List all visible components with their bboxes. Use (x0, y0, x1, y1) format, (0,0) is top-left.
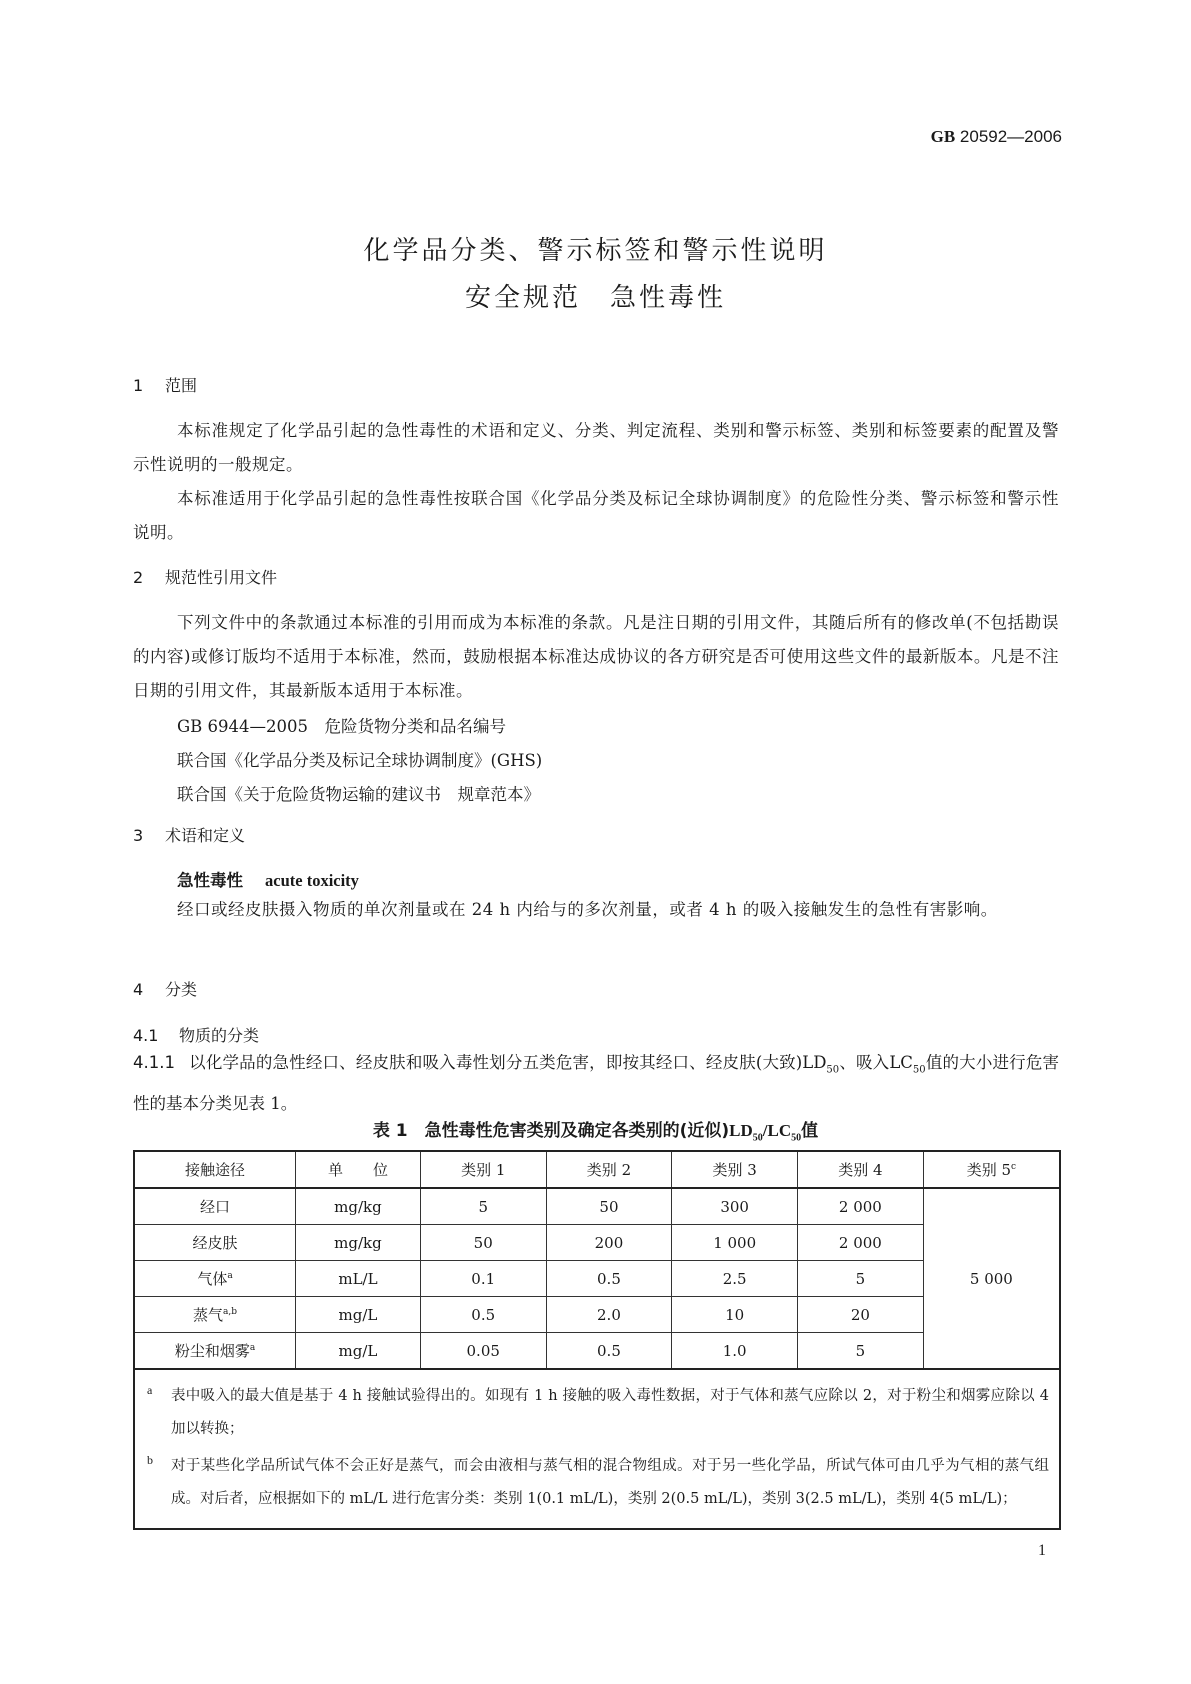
value-cell: 0.5 (420, 1297, 546, 1333)
clause-text-a: 以化学品的急性经口、经皮肤和吸入毒性划分五类危害，即按其经口、经皮肤(大致)LD (188, 1053, 827, 1072)
table-row (134, 1297, 1060, 1333)
note-text: 表中吸入的最大值是基于 4 h 接触试验得出的。如现有 1 h 接触的吸入毒性数据，对于气体和蒸气应除以 2，对于粉尘和烟雾应除以 4 加以转换； (171, 1388, 1049, 1437)
value-cell: 0.1 (420, 1261, 546, 1297)
value-cell: 0.05 (420, 1333, 546, 1370)
caption-lc: /LC (762, 1121, 792, 1140)
value-cell: 5 (420, 1188, 546, 1225)
value-cell: 5 (798, 1261, 924, 1297)
value-cell: 0.5 (546, 1333, 672, 1370)
section-3-heading (133, 823, 245, 846)
table-header-row (134, 1151, 1060, 1188)
category-5-value-cell: 5 000 (923, 1188, 1060, 1369)
subscript: 50 (912, 1064, 926, 1076)
route-cell (134, 1261, 296, 1297)
value-cell: 1 000 (672, 1225, 798, 1261)
value-cell: 200 (546, 1225, 672, 1261)
route: 气体 (197, 1270, 228, 1288)
section-number: 4 (133, 980, 144, 999)
column-header: 类别 1 (420, 1151, 546, 1188)
normative-reference-3: 联合国《关于危险货物运输的建议书 规章范本》 (177, 785, 540, 804)
value-cell: 2.5 (672, 1261, 798, 1297)
route-cell (134, 1225, 296, 1261)
column-header: 接触途径 (134, 1151, 296, 1188)
footnote-marker: a (249, 1343, 256, 1353)
route-cell (134, 1297, 296, 1333)
caption-text: 表 1 急性毒性危害类别及确定各类别的(近似) (372, 1121, 730, 1141)
table-row (134, 1188, 1060, 1225)
route: 蒸气 (193, 1306, 224, 1324)
route-cell (134, 1333, 296, 1370)
acute-toxicity-table (133, 1150, 1061, 1530)
clause-text-c: 值的大小进行危害性的基本分类见表 1。 (133, 1053, 1059, 1114)
table-notes-cell (134, 1369, 1060, 1529)
value-cell: 1.0 (672, 1333, 798, 1370)
clause-4-1-1 (133, 1046, 1059, 1121)
standard-code: 20592—2006 (959, 127, 1062, 146)
header-text: 类别 5 (966, 1161, 1011, 1179)
subsection-4-1-heading (133, 1023, 259, 1046)
value-cell: 20 (798, 1297, 924, 1333)
value-cell: 2.0 (546, 1297, 672, 1333)
unit-cell: mg/L (296, 1297, 421, 1333)
section-title: 规范性引用文件 (165, 568, 278, 587)
section-1-para-1: 本标准规定了化学品引起的急性毒性的术语和定义、分类、判定流程、类别和警示标签、类别和标签要素的配置及警示性说明的一般规定。 (133, 421, 1059, 474)
standard-prefix: GB (930, 127, 956, 146)
route: 粉尘和烟雾 (174, 1342, 250, 1360)
value-cell: 50 (420, 1225, 546, 1261)
standard-number (931, 127, 1062, 147)
section-2-heading (133, 565, 277, 588)
document-title-line2: 安全规范 急性毒性 (464, 283, 726, 313)
term-chinese: 急性毒性 (177, 871, 243, 890)
value-cell: 2 000 (798, 1225, 924, 1261)
footnote-marker: c (1011, 1162, 1017, 1172)
subsection-title: 物质的分类 (179, 1026, 260, 1045)
clause-text-b: 、吸入LC (839, 1053, 913, 1072)
unit-cell: mg/kg (296, 1188, 421, 1225)
caption-ld: LD (729, 1121, 753, 1140)
section-1-para-2: 本标准适用于化学品引起的急性毒性按联合国《化学品分类及标记全球协调制度》的危险性分类、警示标签和警示性说明。 (133, 489, 1059, 542)
section-title: 分类 (165, 980, 198, 999)
section-2-para-1: 下列文件中的条款通过本标准的引用而成为本标准的条款。凡是注日期的引用文件，其随后所有的修改单(不包括勘误的内容)或修订版均不适用于本标准，然而，鼓励根据本标准达成协议的各方研究是否可使用这些文件的最新版本。凡是不注日期的引用文件，其最新版本适用于本标准。 (133, 613, 1059, 700)
subscript: 50 (791, 1132, 802, 1144)
column-header (923, 1151, 1060, 1188)
footnote-marker: a,b (223, 1307, 238, 1317)
value-cell: 0.5 (546, 1261, 672, 1297)
table-row (134, 1225, 1060, 1261)
value-cell: 300 (672, 1188, 798, 1225)
subscript: 50 (752, 1132, 763, 1144)
footnote-marker: a (227, 1271, 233, 1281)
subsection-number: 4.1 (133, 1026, 159, 1045)
column-header: 类别 2 (546, 1151, 672, 1188)
page-number: 1 (1038, 1542, 1046, 1559)
section-title: 范围 (165, 376, 198, 395)
column-header: 类别 3 (672, 1151, 798, 1188)
note-text: 对于某些化学品所试气体不会正好是蒸气，而会由液相与蒸气相的混合物组成。对于另一些化学品，所试气体可由几乎为气相的蒸气组成。对后者，应根据如下的 mL/L 进行危害分类：类别 1(0.1 mL/L)，类别 2(0.5 mL/L)，类别 3(2.5 mL/L)，类别 4(5 mL/L)； (171, 1458, 1049, 1507)
value-cell: 10 (672, 1297, 798, 1333)
route-cell (134, 1188, 296, 1225)
term-english: acute toxicity (265, 871, 359, 890)
table-row (134, 1333, 1060, 1370)
column-header: 类别 4 (798, 1151, 924, 1188)
column-header: 单 位 (296, 1151, 421, 1188)
term-definition: 经口或经皮肤摄入物质的单次剂量或在 24 h 内给与的多次剂量，或者 4 h 的吸入接触发生的急性有害影响。 (177, 900, 998, 919)
value-cell: 5 (798, 1333, 924, 1370)
table-notes-row (134, 1369, 1060, 1529)
value-cell: 50 (546, 1188, 672, 1225)
clause-number: 4.1.1 (133, 1053, 175, 1072)
section-number: 3 (133, 826, 144, 845)
route: 经皮肤 (192, 1234, 238, 1252)
section-number: 2 (133, 568, 144, 587)
unit-cell: mg/L (296, 1333, 421, 1370)
section-4-heading (133, 977, 197, 1000)
unit-cell: mg/kg (296, 1225, 421, 1261)
table-row (134, 1261, 1060, 1297)
term-entry (177, 867, 359, 891)
normative-reference-1: GB 6944—2005 危险货物分类和品名编号 (177, 717, 507, 736)
table-note-b (147, 1450, 1049, 1516)
unit-cell: mL/L (296, 1261, 421, 1297)
section-title: 术语和定义 (165, 826, 246, 845)
note-marker: b (147, 1453, 153, 1467)
route: 经口 (200, 1198, 231, 1216)
caption-tail: 值 (801, 1121, 819, 1141)
section-1-heading (133, 373, 197, 396)
table-1-caption (0, 1116, 1191, 1143)
normative-reference-2: 联合国《化学品分类及标记全球协调制度》(GHS) (177, 751, 543, 770)
note-marker: a (147, 1383, 153, 1397)
document-title-line1: 化学品分类、警示标签和警示性说明 (363, 236, 828, 266)
table-note-a (147, 1380, 1049, 1446)
value-cell: 2 000 (798, 1188, 924, 1225)
subscript: 50 (826, 1064, 840, 1076)
section-number: 1 (133, 376, 144, 395)
